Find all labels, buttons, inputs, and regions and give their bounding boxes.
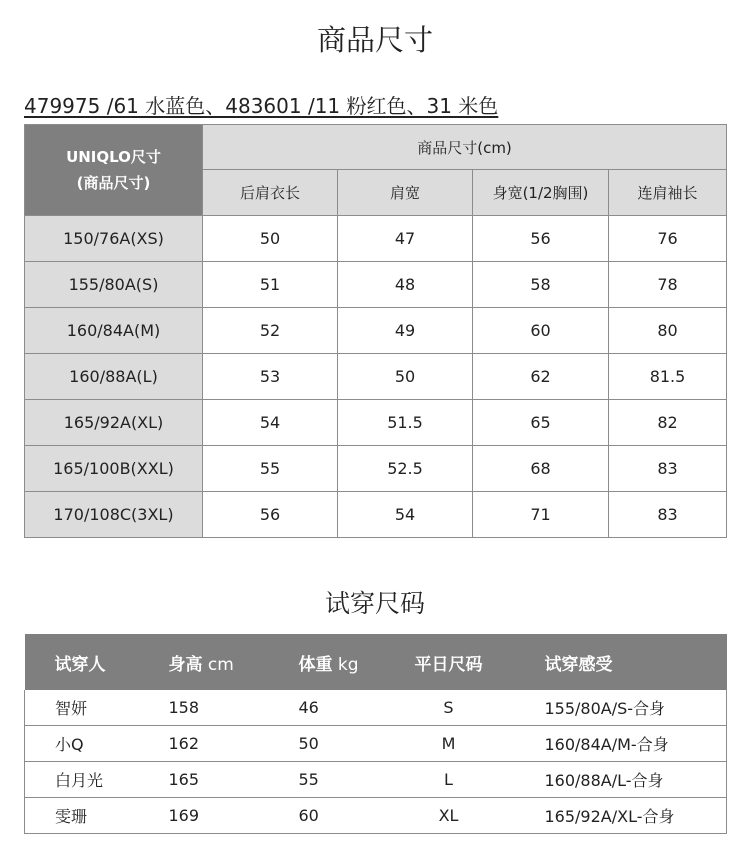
size-cell: 50 bbox=[338, 354, 473, 400]
try-cell: M bbox=[385, 726, 513, 762]
size-cell: 56 bbox=[473, 216, 609, 262]
try-cell: 169 bbox=[147, 798, 265, 834]
size-cell: 48 bbox=[338, 262, 473, 308]
size-cell: 52.5 bbox=[338, 446, 473, 492]
size-cell: 51.5 bbox=[338, 400, 473, 446]
try-cell: L bbox=[385, 762, 513, 798]
size-cell: 49 bbox=[338, 308, 473, 354]
size-cell: 56 bbox=[203, 492, 338, 538]
try-cell: 55 bbox=[265, 762, 385, 798]
size-row bbox=[25, 216, 727, 262]
size-cell: 54 bbox=[338, 492, 473, 538]
size-cell: 54 bbox=[203, 400, 338, 446]
size-cell: 50 bbox=[203, 216, 338, 262]
size-label: 160/84A(M) bbox=[25, 308, 203, 354]
size-row bbox=[25, 354, 727, 400]
try-cell: 小Q bbox=[25, 726, 147, 762]
column-header: 身宽(1/2胸围) bbox=[473, 170, 609, 216]
try-header-unit: cm bbox=[202, 654, 234, 675]
try-cell: 158 bbox=[147, 690, 265, 726]
try-row bbox=[25, 690, 727, 726]
try-cell: 60 bbox=[265, 798, 385, 834]
try-header-label: 身高 bbox=[168, 654, 203, 675]
try-cell: 雯珊 bbox=[25, 798, 147, 834]
group-header: 商品尺寸(cm) bbox=[203, 125, 727, 170]
try-table bbox=[24, 634, 727, 834]
page-title: 商品尺寸 bbox=[316, 23, 433, 57]
try-header-label: 体重 bbox=[298, 654, 333, 675]
try-column-header bbox=[25, 634, 147, 690]
size-row bbox=[25, 400, 727, 446]
size-row bbox=[25, 492, 727, 538]
size-row bbox=[25, 446, 727, 492]
try-column-header bbox=[265, 634, 385, 690]
try-row bbox=[25, 762, 727, 798]
size-cell: 78 bbox=[609, 262, 727, 308]
size-row bbox=[25, 308, 727, 354]
size-cell: 52 bbox=[203, 308, 338, 354]
size-cell: 53 bbox=[203, 354, 338, 400]
try-cell: XL bbox=[385, 798, 513, 834]
size-label: 155/80A(S) bbox=[25, 262, 203, 308]
try-column-header bbox=[147, 634, 265, 690]
size-cell: 55 bbox=[203, 446, 338, 492]
corner-line-1: UNIQLO尺寸 bbox=[66, 148, 161, 166]
size-row bbox=[25, 262, 727, 308]
size-cell: 83 bbox=[609, 446, 727, 492]
size-cell: 76 bbox=[609, 216, 727, 262]
try-header-label: 试穿人 bbox=[54, 654, 106, 675]
size-label: 150/76A(XS) bbox=[25, 216, 203, 262]
size-cell: 80 bbox=[609, 308, 727, 354]
try-header-label: 平日尺码 bbox=[414, 654, 483, 675]
try-cell: S bbox=[385, 690, 513, 726]
column-header: 后肩衣长 bbox=[203, 170, 338, 216]
size-cell: 82 bbox=[609, 400, 727, 446]
corner-line-2: (商品尺寸) bbox=[76, 174, 151, 192]
try-cell: 46 bbox=[265, 690, 385, 726]
product-variants: 479975 /61 水蓝色、483601 /11 粉红色、31 米色 bbox=[24, 94, 499, 118]
try-column-header bbox=[513, 634, 727, 690]
size-cell: 62 bbox=[473, 354, 609, 400]
size-cell: 83 bbox=[609, 492, 727, 538]
size-label: 160/88A(L) bbox=[25, 354, 203, 400]
try-header-label: 试穿感受 bbox=[544, 654, 613, 675]
size-cell: 47 bbox=[338, 216, 473, 262]
try-header-unit: kg bbox=[332, 654, 359, 675]
try-cell: 50 bbox=[265, 726, 385, 762]
try-cell: 智妍 bbox=[25, 690, 147, 726]
size-label: 165/92A(XL) bbox=[25, 400, 203, 446]
try-table-body bbox=[25, 690, 727, 834]
size-table-body bbox=[25, 216, 727, 538]
column-header: 肩宽 bbox=[338, 170, 473, 216]
size-corner-header bbox=[25, 125, 203, 216]
try-row bbox=[25, 726, 727, 762]
try-cell: 白月光 bbox=[25, 762, 147, 798]
try-header-row bbox=[25, 634, 727, 690]
size-cell: 71 bbox=[473, 492, 609, 538]
try-section-title: 试穿尺码 bbox=[324, 589, 425, 618]
size-cell: 58 bbox=[473, 262, 609, 308]
try-cell: 155/80A/S-合身 bbox=[513, 690, 727, 726]
size-cell: 65 bbox=[473, 400, 609, 446]
try-cell: 160/88A/L-合身 bbox=[513, 762, 727, 798]
try-cell: 165/92A/XL-合身 bbox=[513, 798, 727, 834]
try-column-header bbox=[385, 634, 513, 690]
try-cell: 162 bbox=[147, 726, 265, 762]
size-cell: 81.5 bbox=[609, 354, 727, 400]
try-row bbox=[25, 798, 727, 834]
size-label: 165/100B(XXL) bbox=[25, 446, 203, 492]
size-cell: 68 bbox=[473, 446, 609, 492]
size-label: 170/108C(3XL) bbox=[25, 492, 203, 538]
try-cell: 165 bbox=[147, 762, 265, 798]
size-cell: 60 bbox=[473, 308, 609, 354]
column-header: 连肩袖长 bbox=[609, 170, 727, 216]
try-cell: 160/84A/M-合身 bbox=[513, 726, 727, 762]
size-table bbox=[24, 124, 727, 538]
size-cell: 51 bbox=[203, 262, 338, 308]
